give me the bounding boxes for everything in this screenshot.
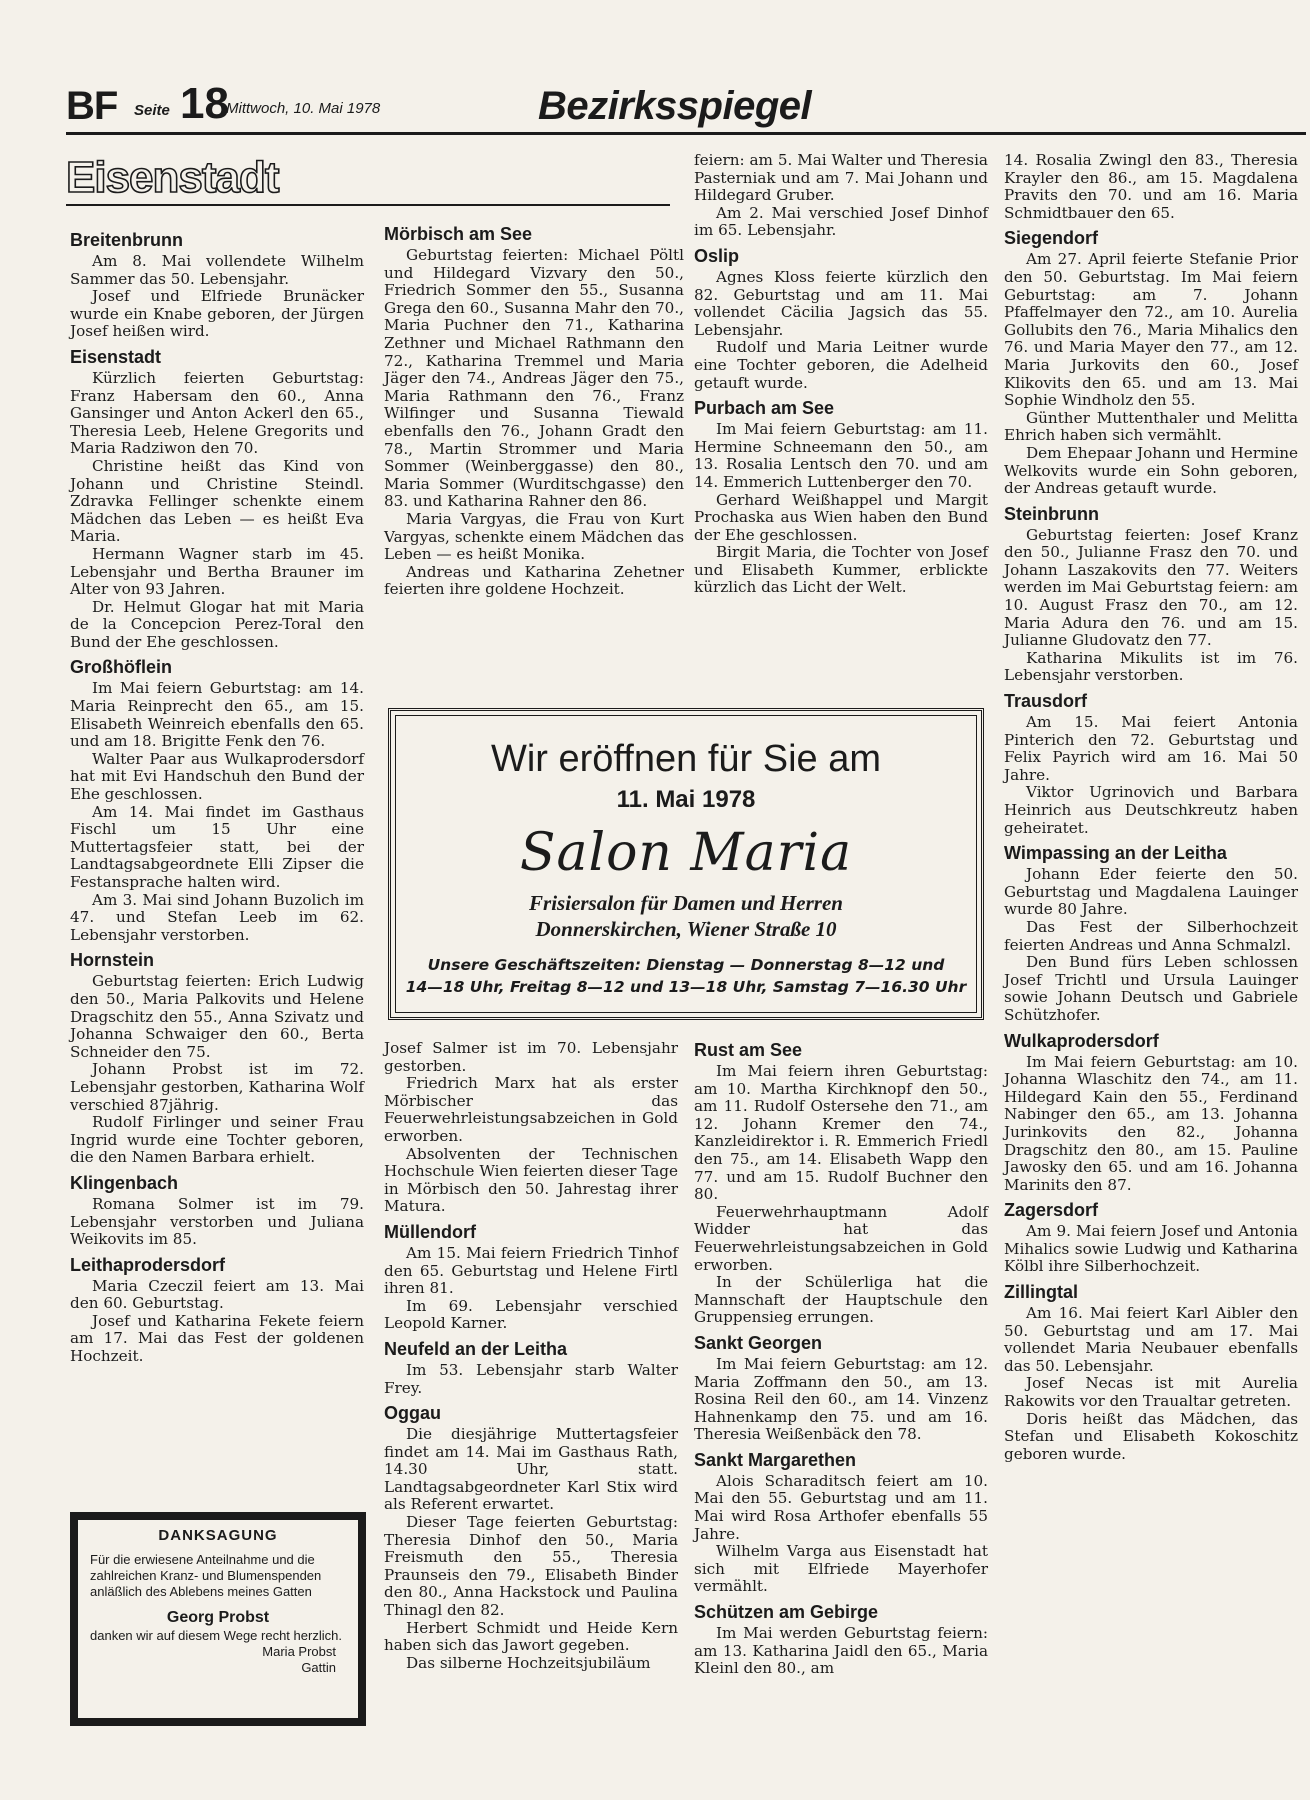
article-paragraph: feiern: am 5. Mai Walter und Theresia Pasterniak und am 7. Mai Johann und Hildegard Gruber. <box>694 151 988 205</box>
article-paragraph: Die diesjährige Muttertagsfeier findet am 14. Mai im Gasthaus Rath, 14.30 Uhr, statt. Landtagsabgeordneter Karl Stix wird als Referent erwartet. <box>384 1425 678 1514</box>
section-heading: Hornstein <box>70 950 155 971</box>
article-paragraph: Johann Probst ist im 72. Lebensjahr gestorben, Katharina Wolf verschied 87jährig. <box>70 1060 364 1114</box>
article-paragraph: Friedrich Marx hat als erster Mörbischer das Feuerwehrleistungsabzeichen in Gold erworben. <box>384 1074 678 1145</box>
article-paragraph: Agnes Kloss feierte kürzlich den 82. Geburtstag und am 11. Mai vollendet Cäcilia Jagsich das 55. Lebensjahr. <box>694 267 988 339</box>
article-paragraph: Im Mai werden Geburtstag feiern: am 13. Katharina Jaidl den 65., Maria Kleinl den 80., am <box>694 1624 988 1678</box>
advertisement-salon-maria <box>388 708 984 1020</box>
masthead-page-number: 18 <box>180 79 229 128</box>
article-paragraph: Andreas und Katharina Zehetner feierten ihre goldene Hochzeit. <box>384 562 684 599</box>
article-paragraph: Josef Salmer ist im 70. Lebensjahr gestorben. <box>384 1039 678 1075</box>
article-paragraph: 14. Rosalia Zwingl den 83., Theresia Krayler den 86., am 15. Magdalena Pravits den 70. und am 16. Maria Schmidtbauer den 65. <box>1004 151 1298 222</box>
article-paragraph: Doris heißt das Mädchen, das Stefan und Elisabeth Kokoschitz geboren wurde. <box>1004 1409 1298 1463</box>
article-paragraph: Wilhelm Varga aus Eisenstadt hat sich mit Elfriede Mayerhofer vermählt. <box>694 1542 988 1596</box>
article-paragraph: Am 16. Mai feiert Karl Aibler den 50. Geburtstag und am 17. Mai vollendet Maria Neubauer ebenfalls das 50. Lebensjahr. <box>1004 1304 1298 1375</box>
article-paragraph: Im Mai feiern Geburtstag: am 10. Johanna Wlaschitz den 74., am 11. Hildegard Kain den 55., Ferdinand Nabinger den 65., am 13. Johanna Jurinkovits den 82., Johanna Dragschitz den 80., am 15. Pauline Jawosky den 65. und am 16. Johanna Marinits den 87. <box>1004 1052 1298 1194</box>
section-heading: Schützen am Gebirge <box>694 1602 879 1623</box>
masthead-logo: BF <box>66 84 118 128</box>
section-heading: Klingenbach <box>70 1172 179 1193</box>
ad-hours-line-1: Unsere Geschäftszeiten: Dienstag — Donnerstag 8—12 und <box>427 956 945 974</box>
column-2-lower <box>384 1040 678 1672</box>
section-heading: Großhöflein <box>70 657 172 678</box>
danksagung-text-2: danken wir auf diesem Wege recht herzlich. <box>90 1628 342 1643</box>
masthead-seite-label: Seite <box>134 102 170 119</box>
ad-salon-name: Salon Maria <box>519 823 853 883</box>
section-heading: Steinbrunn <box>1004 503 1099 524</box>
article-paragraph: Rudolf und Maria Leitner wurde eine Tochter geboren, die Adelheid getauft wurde. <box>694 338 988 392</box>
section-heading: Wimpassing an der Leitha <box>1004 843 1227 864</box>
section-heading: Sankt Margarethen <box>694 1449 857 1470</box>
column-1 <box>70 230 364 1366</box>
article-paragraph: Romana Solmer ist im 79. Lebensjahr verstorben und Juliana Weikovits im 85. <box>70 1194 364 1249</box>
article-paragraph: In der Schülerliga hat die Mannschaft der Hauptschule den Gruppensieg errungen. <box>694 1273 988 1327</box>
article-paragraph: Am 9. Mai feiern Josef und Antonia Mihalics sowie Ludwig und Katharina Kölbl ihre Silberhochzeit. <box>1004 1222 1298 1276</box>
section-heading: Zillingtal <box>1004 1282 1078 1303</box>
region-title <box>66 154 310 202</box>
masthead-section-title: Bezirksspiegel <box>538 84 812 128</box>
article-paragraph: Im 53. Lebensjahr starb Walter Frey. <box>384 1360 678 1397</box>
article-paragraph: Maria Czeczil feiert am 13. Mai den 60. Geburtstag. <box>70 1276 364 1313</box>
article-paragraph: Alois Scharaditsch feiert am 10. Mai den 55. Geburtstag und am 11. Mai wird Rosa Arthofer ebenfalls 55 Jahre. <box>694 1471 988 1543</box>
article-paragraph: Günther Muttenthaler und Melitta Ehrich haben sich vermählt. <box>1004 408 1298 445</box>
column-2 <box>384 224 684 599</box>
article-paragraph: Das Fest der Silberhochzeit feierten Andreas und Anna Schmalzl. <box>1004 917 1298 954</box>
article-paragraph: Johann Eder feierte den 50. Geburtstag und Magdalena Lauinger wurde 80 Jahre. <box>1004 865 1298 919</box>
ad-hours <box>396 954 976 998</box>
article-paragraph: Im Mai feiern Geburtstag: am 11. Hermine Schneemann den 50., am 13. Rosalia Lentsch den 70. und am 14. Emmerich Luttenberger den 70. <box>694 420 988 491</box>
article-paragraph: Birgit Maria, die Tochter von Josef und Elisabeth Kummer, erblickte kürzlich das Licht der Welt. <box>694 543 988 597</box>
column-4 <box>1004 152 1298 1463</box>
article-paragraph: Dr. Helmut Glogar hat mit Maria de la Concepcion Perez-Toral den Bund der Ehe geschlossen. <box>70 597 364 651</box>
article-paragraph: Am 2. Mai verschied Josef Dinhof im 65. Lebensjahr. <box>694 203 988 240</box>
article-paragraph: Feuerwehrhauptmann Adolf Widder hat das Feuerwehrleistungsabzeichen in Gold erworben. <box>694 1202 988 1274</box>
article-paragraph: Walter Paar aus Wulkaprodersdorf hat mit Evi Handschuh den Bund der Ehe geschlossen. <box>70 749 364 804</box>
section-heading: Wulkaprodersdorf <box>1004 1030 1159 1051</box>
section-heading: Siegendorf <box>1004 228 1099 249</box>
section-heading: Neufeld an der Leitha <box>384 1338 568 1359</box>
section-heading: Purbach am See <box>694 398 835 419</box>
article-paragraph: Maria Vargyas, die Frau von Kurt Vargyas, schenkte einem Mädchen das Leben — es heißt Monika. <box>384 509 684 564</box>
masthead-date: Mittwoch, 10. Mai 1978 <box>226 100 381 117</box>
section-heading: Mörbisch am See <box>384 224 533 244</box>
danksagung-signature-name: Maria Probst <box>262 1644 336 1659</box>
column-3 <box>694 152 988 597</box>
article-paragraph: Rudolf Firlinger und seiner Frau Ingrid wurde eine Tochter geboren, die den Namen Barbara erhielt. <box>70 1113 364 1167</box>
article-paragraph: Gerhard Weißhappel und Margit Prochaska aus Wien haben den Bund der Ehe geschlossen. <box>694 490 988 544</box>
section-heading: Sankt Georgen <box>694 1332 823 1353</box>
masthead-rule <box>66 132 1306 135</box>
article-paragraph: Das silberne Hochzeitsjubiläum <box>406 1653 651 1672</box>
ad-headline: Wir eröffnen für Sie am <box>490 738 881 780</box>
section-heading: Oggau <box>384 1403 441 1424</box>
ad-address: Donnerskirchen, Wiener Straße 10 <box>535 917 837 941</box>
article-paragraph: Josef Necas ist mit Aurelia Rakowits vor den Traualtar getreten. <box>1004 1374 1298 1411</box>
article-paragraph: Josef und Elfriede Brunäcker wurde ein Knabe geboren, der Jürgen Josef heißen wird. <box>70 287 364 341</box>
article-paragraph: Dieser Tage feierten Geburtstag: Theresia Dinhof den 50., Maria Freismuth den 55., Theresia Praunseis den 79., Elisabeth Binder den 80., Anna Hackstock und Paulina Thinagl den 82. <box>384 1513 678 1620</box>
ad-hours-line-2: 14—18 Uhr, Freitag 8—12 und 13—18 Uhr, Samstag 7—16.30 Uhr <box>405 978 967 996</box>
section-heading: Leithaprodersdorf <box>70 1254 226 1275</box>
article-paragraph: Am 15. Mai feiert Antonia Pinterich den 72. Geburtstag und Felix Payrich wird am 16. Mai 50 Jahre. <box>1004 713 1298 784</box>
danksagung-title: DANKSAGUNG <box>158 1527 278 1544</box>
danksagung-text: Für die erwiesene Anteilnahme und die zahlreichen Kranz- und Blumenspenden anläßlich des Ablebens meines Gatten <box>90 1552 322 1599</box>
article-paragraph: Katharina Mikulits ist im 76. Lebensjahr verstorben. <box>1004 648 1298 685</box>
section-heading: Rust am See <box>694 1040 803 1060</box>
danksagung-signature-role: Gattin <box>301 1660 336 1675</box>
article-paragraph: Josef und Katharina Fekete feiern am 17. Mai das Fest der goldenen Hochzeit. <box>70 1311 364 1366</box>
article-paragraph: Geburtstag feierten: Erich Ludwig den 50., Maria Palkovits und Helene Dragschitz den 55., Anna Szivatz und Johanna Schwaiger den 60., Berta Schneider den 75. <box>70 972 364 1061</box>
advertisement-inner-frame <box>395 715 977 1013</box>
article-paragraph: Im Mai feiern Geburtstag: am 12. Maria Zoffmann den 50., am 13. Rosina Reil den 60., am 14. Vinzenz Hahnenkamp den 75. und am 16. Theresia Weißenbäck den 78. <box>694 1354 988 1444</box>
article-paragraph: Am 15. Mai feiern Friedrich Tinhof den 65. Geburtstag und Helene Firtl ihren 81. <box>384 1243 678 1298</box>
article-paragraph: Dem Ehepaar Johann und Hermine Welkovits wurde ein Sohn geboren, der Andreas getauft wurde. <box>1004 443 1298 498</box>
article-paragraph: Im Mai feiern Geburtstag: am 14. Maria Reinprecht den 65., am 15. Elisabeth Weinreich ebenfalls den 65. und am 18. Brigitte Fenk den 76. <box>70 679 364 751</box>
section-heading: Eisenstadt <box>70 346 162 367</box>
article-paragraph: Hermann Wagner starb im 45. Lebensjahr und Bertha Brauner im Alter von 93 Jahren. <box>70 544 364 599</box>
section-heading: Müllendorf <box>384 1221 476 1242</box>
region-title-rule <box>66 204 670 206</box>
article-paragraph: Am 3. Mai sind Johann Buzolich im 47. und Stefan Leeb im 62. Lebensjahr verstorben. <box>70 890 364 944</box>
article-paragraph: Geburtstag feierten: Michael Pöltl und Hildegard Vizvary den 50., Friedrich Sommer den 55., Susanna Grega den 60., Susanna Mahr den 70., Maria Puchner den 71., Katharina Zethner und Michael Rathmann den 72., Katharina Tremmel und Maria Jäger den 74., Andreas Jäger den 75., Maria Rathmann den 76., Franz Wilfinger und Susanna Tiewald ebenfalls den 76., Johann Gradt den 78., Martin Strommer und Maria Sommer (Weinberggasse) den 80., Maria Sommer (Wurditschgasse) den 83. und Katharina Rahner den 86. <box>384 246 684 511</box>
section-heading: Trausdorf <box>1004 691 1088 712</box>
article-paragraph: Im 69. Lebensjahr verschied Leopold Karner. <box>384 1296 678 1333</box>
article-paragraph: Herbert Schmidt und Heide Kern haben sich das Jawort gegeben. <box>384 1618 678 1655</box>
article-paragraph: Kürzlich feierten Geburtstag: Franz Habersam den 60., Anna Gansinger und Anton Ackerl den 65., Theresia Leeb, Helene Gregorits und Maria Radziwon den 70. <box>70 368 364 458</box>
article-paragraph: Am 14. Mai findet im Gasthaus Fischl um 15 Uhr eine Muttertagsfeier statt, bei der Landtagsabgeordnete Elli Zipser die Festansprache halten wird. <box>70 802 364 891</box>
section-heading: Breitenbrunn <box>70 230 184 250</box>
ad-tagline: Frisiersalon für Damen und Herren <box>529 891 843 915</box>
article-paragraph: Geburtstag feierten: Josef Kranz den 50., Julianne Frasz den 70. und Johann Laszakovits den 77. Weiters werden im Mai Geburtstag feiern: am 10. August Frasz den 70., am 12. Maria Adura den 76. und am 15. Julianne Gludovatz den 77. <box>1004 525 1298 650</box>
article-paragraph: Christine heißt das Kind von Johann und Christine Steindl. Zdravka Fellinger schenkte einem Mädchen das Leben — es heißt Eva Maria. <box>70 456 364 546</box>
column-3-lower <box>694 1040 988 1678</box>
section-heading: Oslip <box>694 245 740 266</box>
article-paragraph: Am 8. Mai vollendete Wilhelm Sammer das 50. Lebensjahr. <box>70 252 364 288</box>
danksagung-name: Georg Probst <box>166 1609 270 1626</box>
section-heading: Zagersdorf <box>1004 1200 1099 1221</box>
danksagung-notice <box>70 1512 366 1726</box>
ad-date: 11. Mai 1978 <box>616 786 756 813</box>
article-paragraph: Im Mai feiern ihren Geburtstag: am 10. Martha Kirchknopf den 50., am 11. Rudolf Ostersehe den 71., am 12. Johann Kremer den 74., Kanzleidirektor i. R. Emmerich Friedl den 75., am 14. Elisabeth Wapp den 77. und am 15. Rudolf Buchner den 80. <box>694 1062 988 1204</box>
article-paragraph: Am 27. April feierte Stefanie Prior den 50. Geburtstag. Im Mai feiern Geburtstag: am 7. Johann Pfaffelmayer den 72., am 10. Aurelia Gollubits den 76., Maria Mihalics den 76. und Maria Mayer den 77., am 12. Maria Jurkovits den 60., Josef Klikovits den 65. und am 13. Mai Sophie Windholz den 55. <box>1004 250 1298 410</box>
masthead <box>66 79 1306 132</box>
region-title-text: Eisenstadt <box>66 153 279 202</box>
article-paragraph: Absolventen der Technischen Hochschule Wien feierten dieser Tage in Mörbisch den 50. Jahrestag ihrer Matura. <box>384 1144 678 1216</box>
article-paragraph: Den Bund fürs Leben schlossen Josef Trichtl und Ursula Lauinger sowie Johann Deutsch und Gabriele Schützhofer. <box>1004 953 1298 1024</box>
article-paragraph: Viktor Ugrinovich und Barbara Heinrich aus Deutschkreutz haben geheiratet. <box>1004 783 1298 837</box>
